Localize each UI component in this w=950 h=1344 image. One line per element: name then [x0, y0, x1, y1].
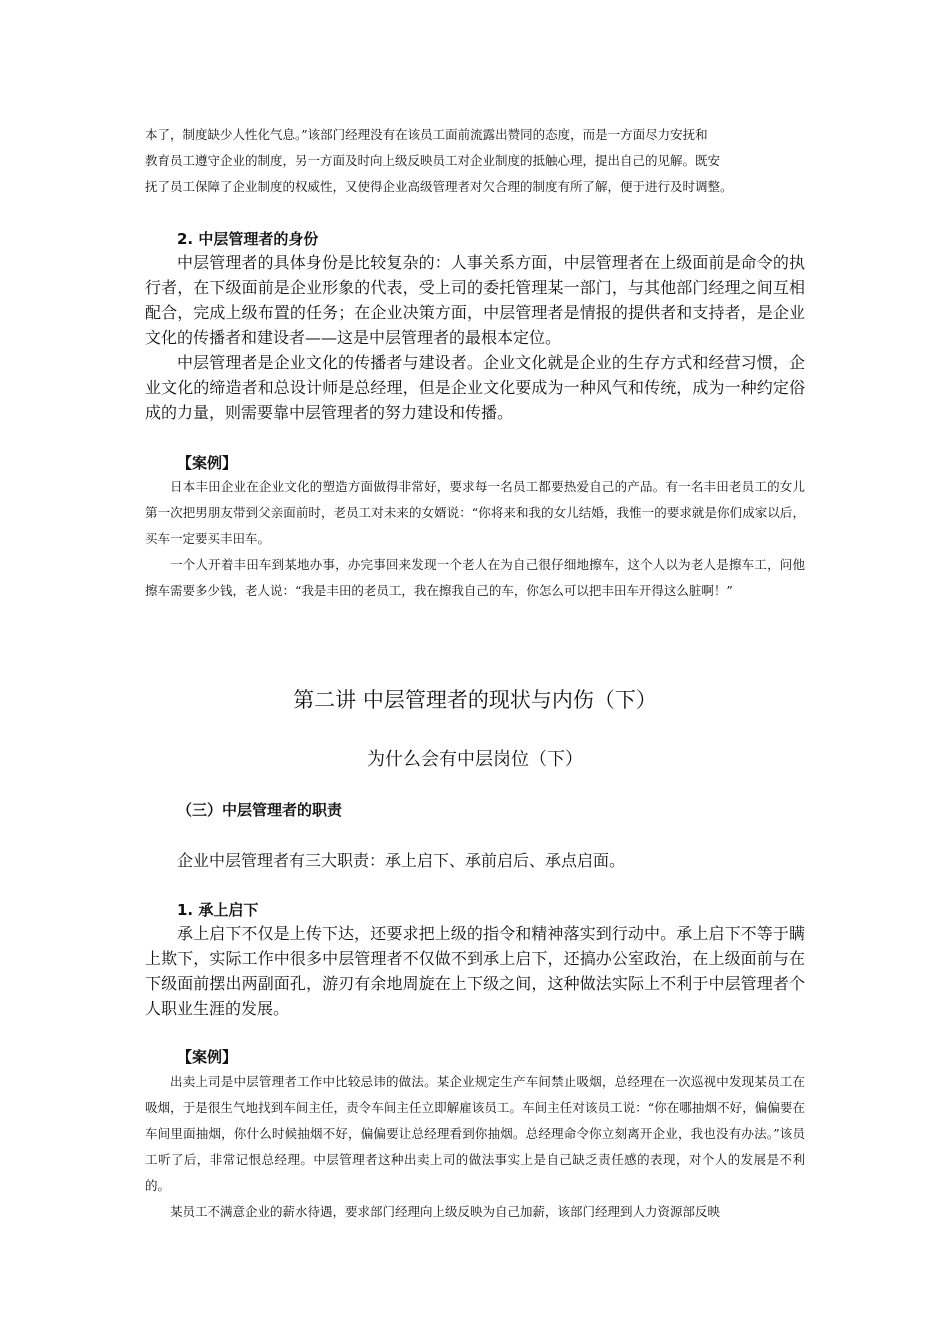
lecture-subtitle: 为什么会有中层岗位（下）: [367, 749, 583, 770]
case-continuation-line-3: 抚了员工保障了企业制度的权威性，又使得企业高级管理者对欠合理的制度有所了解，便于进行及时调整。: [145, 179, 733, 194]
case-paragraph: 出卖上司是中层管理者工作中比较忌讳的做法。某企业规定生产车间禁止吸烟，总经理在一次巡视中发现某员工在吸烟，于是很生气地找到车间主任，责令车间主任立即解雇该员工。车间主任对该员工说：“你在哪抽烟不好，偏偏要在车间里面抽烟，你什么时候抽烟不好，偏偏要让总经理看到你抽烟。总经理命令你立刻离开企业，我也没有办法。”该员工听了后，非常记恨总经理。中层管理者这种出卖上司的做法事实上是自己缺乏责任感的表现，对个人的发展是不利的。: [145, 1074, 805, 1193]
duties-paragraph: 承上启下不仅是上传下达，还要求把上级的指令和精神落实到行动中。承上启下不等于瞒上欺下，实际工作中很多中层管理者不仅做不到承上启下，还搞办公室政治，在上级面前与在下级面前摆出两副面孔，游刃有余地周旋在上下级之间，这种做法实际上不利于中层管理者个人职业生涯的发展。: [145, 924, 805, 1018]
duties-subheading: 1. 承上启下: [177, 901, 259, 919]
case-paragraph: 日本丰田企业在企业文化的塑造方面做得非常好，要求每一名员工都要热爱自己的产品。有一名丰田老员工的女儿第一次把男朋友带到父亲面前时，老员工对未来的女婿说：“你将来和我的女儿结婚，我惟一的要求就是你们成家以后，买车一定要买丰田车。: [145, 479, 805, 546]
identity-paragraph-2: 中层管理者是企业文化的传播者与建设者。企业文化就是企业的生存方式和经营习惯，企业文化的缔造者和总设计师是总经理，但是企业文化要成为一种风气和传统，成为一种约定俗成的力量，则需要靠中层管理者的努力建设和传播。: [145, 353, 805, 422]
identity-heading: 2. 中层管理者的身份: [177, 230, 319, 248]
case-continuation-line-2: 教育员工遵守企业的制度，另一方面及时向上级反映员工对企业制度的抵触心理，提出自己的见解。既安: [145, 153, 721, 168]
duties-intro: 企业中层管理者有三大职责：承上启下、承前启后、承点启面。: [177, 851, 626, 870]
case-continuation-line-1: 本了，制度缺少人性化气息。”该部门经理没有在该员工面前流露出赞同的态度，而是一方面尽力安抚和: [145, 127, 708, 142]
identity-paragraph-1: 中层管理者的具体身份是比较复杂的：人事关系方面，中层管理者在上级面前是命令的执行者，在下级面前是企业形象的代表，受上司的委托管理某一部门，与其他部门经理之间互相配合，完成上级布置的任务；在企业决策方面，中层管理者是情报的提供者和支持者，是企业文化的传播者和建设者——这是中层管理者的最根本定位。: [145, 253, 805, 347]
case-label: 【案例】: [177, 1048, 238, 1066]
lecture-title: 第二讲 中层管理者的现状与内伤（下）: [293, 688, 657, 712]
case-paragraph: 某员工不满意企业的薪水待遇，要求部门经理向上级反映为自己加薪，该部门经理到人力资源部反映: [170, 1204, 721, 1219]
case-label: 【案例】: [177, 454, 238, 472]
case-paragraph: 一个人开着丰田车到某地办事，办完事回来发现一个老人在为自己很仔细地擦车，这个人以为老人是擦车工，问他擦车需要多少钱，老人说：“我是丰田的老员工，我在擦我自己的车，你怎么可以把丰田车开得这么脏啊！”: [145, 557, 805, 598]
case-continuation: [145, 122, 805, 200]
duties-heading: （三）中层管理者的职责: [177, 801, 343, 819]
